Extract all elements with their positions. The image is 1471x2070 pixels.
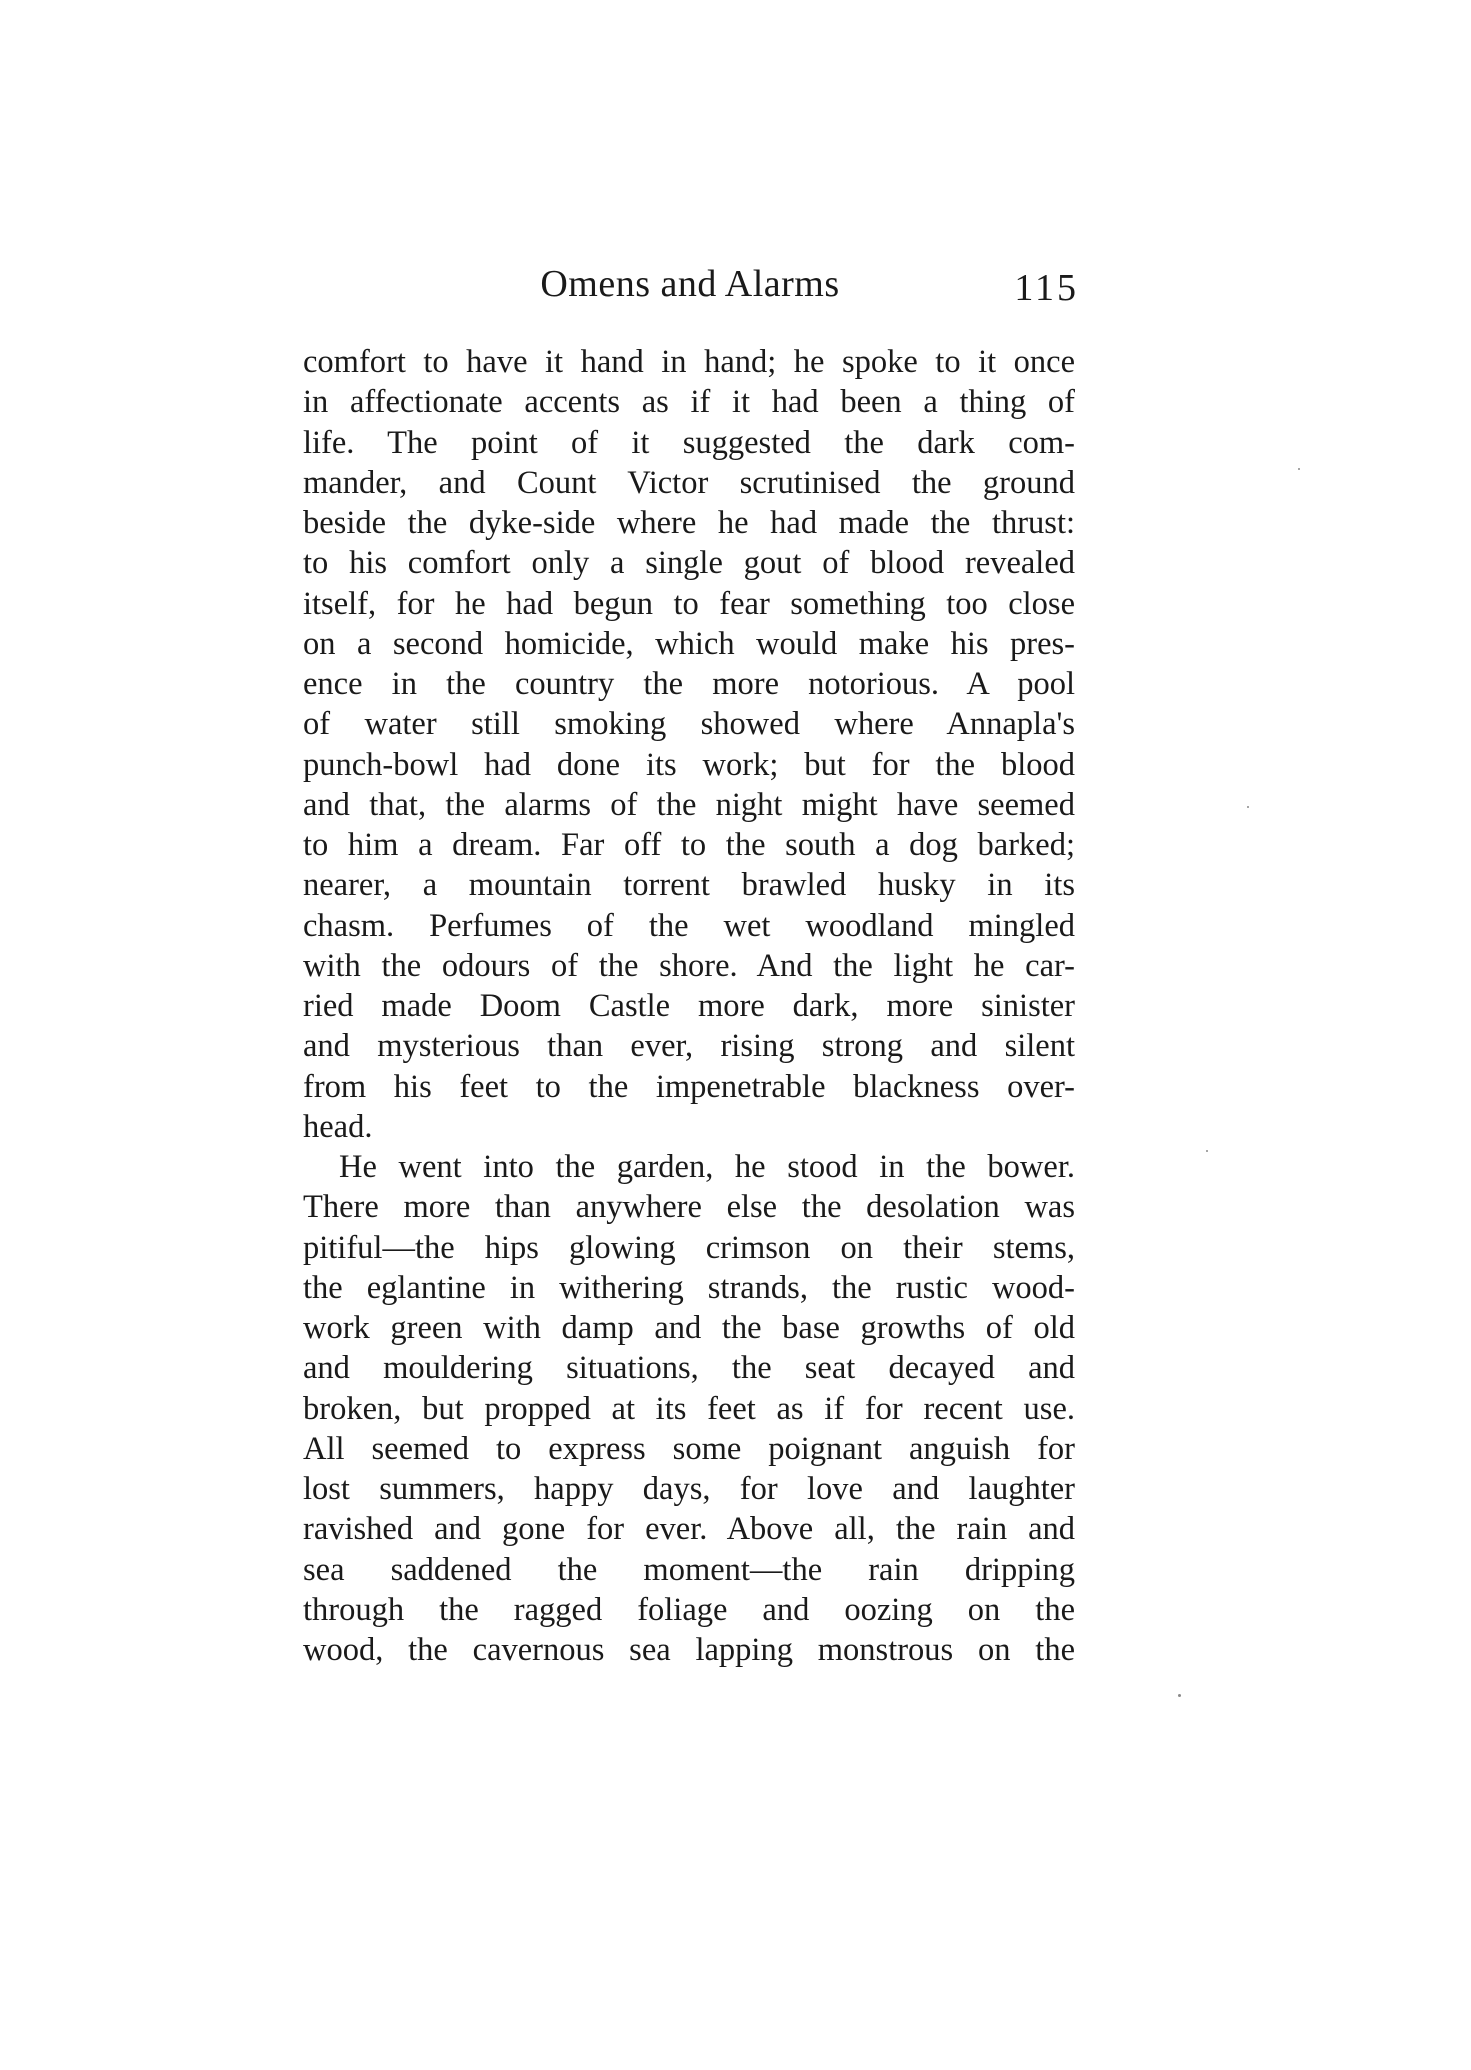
text-line: pitiful—the hips glowing crimson on their stems,	[303, 1229, 1075, 1266]
paragraph	[303, 1147, 1075, 1670]
text-line: and that, the alarms of the night might have seemed	[303, 786, 1075, 823]
text-line: the eglantine in withering strands, the rustic wood-	[303, 1269, 1075, 1306]
text-line: from his feet to the impenetrable blackness over-	[303, 1068, 1075, 1105]
text-line: head.	[303, 1108, 373, 1145]
text-line: ence in the country the more notorious. A pool	[303, 666, 1075, 702]
text-line: mander, and Count Victor scrutinised the ground	[303, 464, 1075, 501]
page-number: 115	[1014, 267, 1079, 309]
text-line: There more than anywhere else the desolation was	[303, 1189, 1075, 1226]
text-line: with the odours of the shore. And the light he car-	[303, 947, 1075, 984]
text-line: and mouldering situations, the seat decayed and	[303, 1350, 1075, 1387]
text-line: life. The point of it suggested the dark com-	[303, 424, 1075, 461]
text-line: on a second homicide, which would make his pres-	[303, 625, 1075, 662]
text-line: of water still smoking showed where Annapla's	[303, 706, 1075, 743]
text-line: All seemed to express some poignant anguish for	[303, 1430, 1075, 1467]
text-line: chasm. Perfumes of the wet woodland mingled	[303, 907, 1075, 944]
text-line: work green with damp and the base growths of old	[303, 1310, 1075, 1346]
text-line: itself, for he had begun to fear something too close	[303, 585, 1075, 622]
text-line: sea saddened the moment—the rain dripping	[303, 1551, 1075, 1588]
text-line: wood, the cavernous sea lapping monstrous on the	[303, 1632, 1075, 1668]
text-line: and mysterious than ever, rising strong and silent	[303, 1028, 1075, 1065]
text-line: to his comfort only a single gout of blood revealed	[303, 545, 1075, 582]
text-line: ried made Doom Castle more dark, more sinister	[303, 988, 1075, 1024]
text-line: to him a dream. Far off to the south a dog barked;	[303, 827, 1075, 863]
text-line: in affectionate accents as if it had been a thing of	[303, 384, 1075, 421]
scan-speck	[1178, 1694, 1181, 1697]
text-line: beside the dyke-side where he had made the thrust:	[303, 505, 1075, 541]
text-line: ravished and gone for ever. Above all, the rain and	[303, 1511, 1075, 1548]
scan-speck	[1206, 1150, 1208, 1152]
text-line: nearer, a mountain torrent brawled husky in its	[303, 867, 1075, 904]
scan-speck	[1247, 806, 1249, 808]
text-line: comfort to have it hand in hand; he spoke to it once	[303, 344, 1075, 380]
text-line: broken, but propped at its feet as if for recent use.	[303, 1390, 1075, 1427]
chapter-title: Omens and Alarms	[540, 263, 840, 305]
paragraph	[303, 342, 1075, 1147]
running-head	[305, 262, 1079, 312]
scan-speck	[1298, 468, 1300, 470]
text-line: lost summers, happy days, for love and laughter	[303, 1471, 1075, 1507]
text-line: He went into the garden, he stood in the bower.	[339, 1149, 1075, 1185]
text-line: punch-bowl had done its work; but for the blood	[303, 746, 1075, 783]
body-text	[303, 342, 1075, 1670]
text-line: through the ragged foliage and oozing on the	[303, 1591, 1075, 1628]
